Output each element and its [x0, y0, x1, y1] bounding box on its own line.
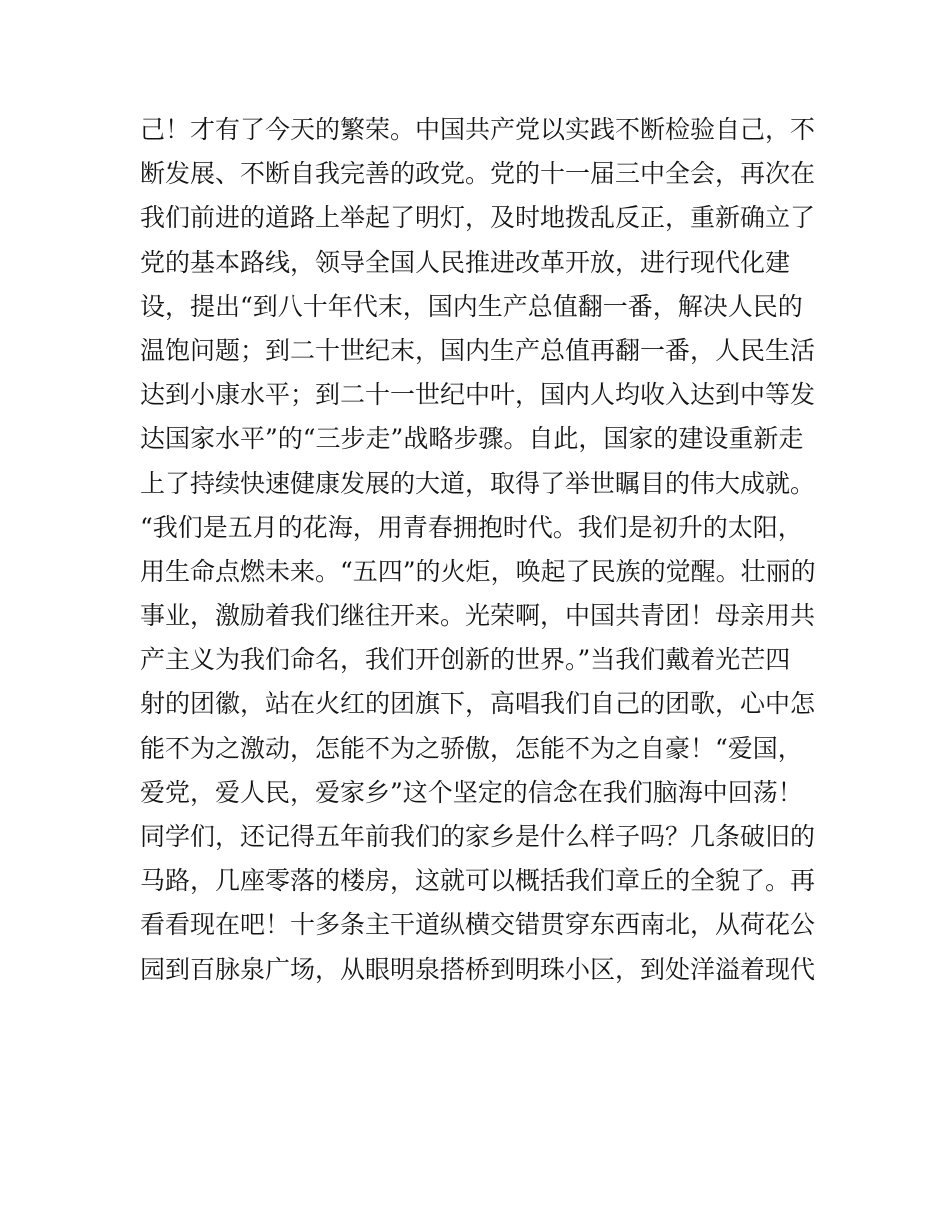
text-line: 能不为之激动，怎能不为之骄傲，怎能不为之自豪！“爱国，	[140, 733, 803, 763]
text-line: 产主义为我们命名，我们开创新的世界。”当我们戴着光芒四	[140, 645, 791, 675]
text-line: 断发展、不断自我完善的政党。党的十一届三中全会，再次在	[140, 159, 816, 189]
text-line: 爱党，爱人民，爱家乡”这个坚定的信念在我们脑海中回荡！	[140, 777, 803, 807]
text-line: 事业，激励着我们继往开来。光荣啊，中国共青团！母亲用共	[140, 601, 816, 631]
text-line: 射的团徽，站在火红的团旗下，高唱我们自己的团歌，心中怎	[140, 689, 816, 719]
text-line: 园到百脉泉广场，从眼明泉搭桥到明珠小区，到处洋溢着现代	[140, 954, 816, 984]
text-line: “我们是五月的花海，用青春拥抱时代。我们是初升的太阳，	[140, 512, 803, 542]
text-line: 上了持续快速健康发展的大道，取得了举世瞩目的伟大成就。	[140, 468, 816, 498]
text-line: 己！才有了今天的繁荣。中国共产党以实践不断检验自己，不	[140, 115, 816, 144]
text-line: 我们前进的道路上举起了明灯，及时地拨乱反正，重新确立了	[140, 203, 816, 233]
text-line: 同学们，还记得五年前我们的家乡是什么样子吗？几条破旧的	[140, 822, 816, 851]
text-line: 达国家水平”的“三步走”战略步骤。自此，国家的建设重新走	[140, 424, 804, 454]
text-line: 用生命点燃未来。“五四”的火炬，唤起了民族的觉醒。壮丽的	[140, 556, 816, 586]
text-line: 温饱问题；到二十世纪末，国内生产总值再翻一番，人民生活	[140, 335, 816, 365]
text-line: 设，提出“到八十年代末，国内生产总值翻一番，解决人民的	[140, 291, 803, 321]
text-line: 看看现在吧！十多条主干道纵横交错贯穿东西南北，从荷花公	[140, 910, 816, 940]
text-line: 达到小康水平；到二十一世纪中叶，国内人均收入达到中等发	[140, 380, 816, 410]
text-line: 党的基本路线，领导全国人民推进改革开放，进行现代化建	[140, 247, 791, 277]
body-text	[140, 108, 820, 992]
text-line: 马路，几座零落的楼房，这就可以概括我们章丘的全貌了。再	[140, 866, 816, 896]
